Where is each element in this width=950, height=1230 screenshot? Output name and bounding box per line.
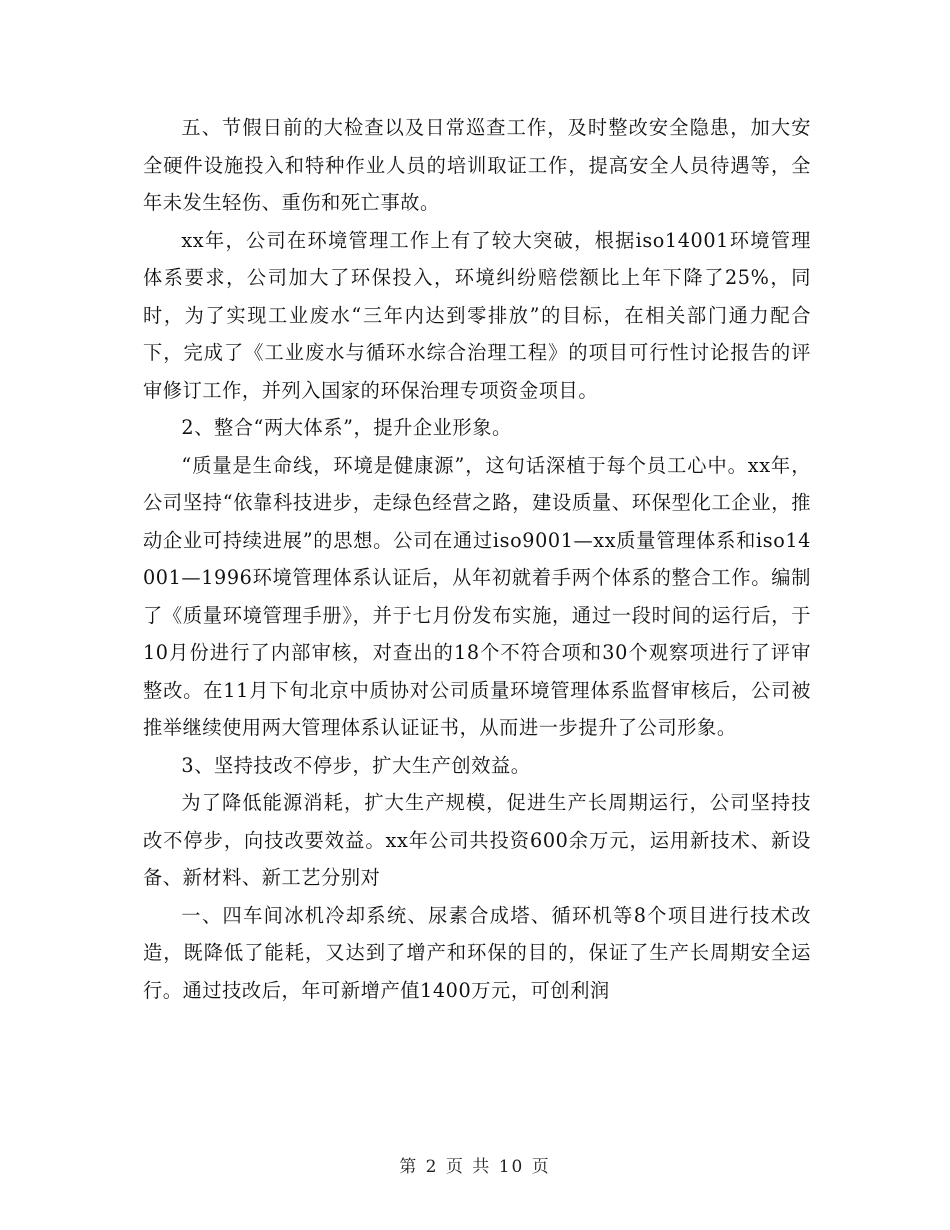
document-body <box>143 109 811 1009</box>
paragraph-energy-saving: 为了降低能源消耗，扩大生产规模，促进生产长周期运行，公司坚持技改不停步，向技改要效益。xx年公司共投资600余万元，运用新技术、新设备、新材料、新工艺分别对 <box>143 791 811 889</box>
paragraph-quality-environment: “质量是生命线，环境是健康源”，这句话深植于每个员工心中。xx年，公司坚持“依靠科技进步，走绿色经营之路，建设质量、环保型化工企业，推动企业可持续进展”的思想。公司在通过iso9001—xx质量管理体系和iso14001—1996环境管理体系认证后，从年初就着手两个体系的整合工作。编制了《质量环境管理手册》，并于七月份发布实施，通过一段时间的运行后，于10月份进行了内部审核，对查出的18个不符合项和30个观察项进行了评审整改。在11月下旬北京中质协对公司质量环境管理体系监督审核后，公司被推举继续使用两大管理体系认证证书，从而进一步提升了公司形象。 <box>143 453 811 739</box>
section-heading-tech-upgrade: 3、坚持技改不停步，扩大生产创效益。 <box>181 753 531 777</box>
section-heading-two-systems: 2、整合“两大体系”，提升企业形象。 <box>181 416 512 439</box>
paragraph-environment-management: xx年，公司在环境管理工作上有了较大突破，根据iso14001环境管理体系要求，公司加大了环保投入，环境纠纷赔偿额比上年下降了25%，同时，为了实现工业废水“三年内达到零排放”的目标，在相关部门通力配合下，完成了《工业废水与循环水综合治理工程》的项目可行性讨论报告的评审修订工作，并列入国家的环保治理专项资金项目。 <box>143 228 811 402</box>
paragraph-workshop-upgrade: 一、四车间冰机冷却系统、尿素合成塔、循环机等8个项目进行技术改造，既降低了能耗，又达到了增产和环保的目的，保证了生产长周期安全运行。通过技改后，年可新增产值1400万元，可创利润 <box>143 903 811 1002</box>
paragraph-safety-inspection: 五、节假日前的大检查以及日常巡查工作，及时整改安全隐患，加大安全硬件设施投入和特种作业人员的培训取证工作，提高安全人员待遇等，全年未发生轻伤、重伤和死亡事故。 <box>143 116 811 214</box>
page-number-footer: 第 2 页 共 10 页 <box>399 1157 551 1177</box>
